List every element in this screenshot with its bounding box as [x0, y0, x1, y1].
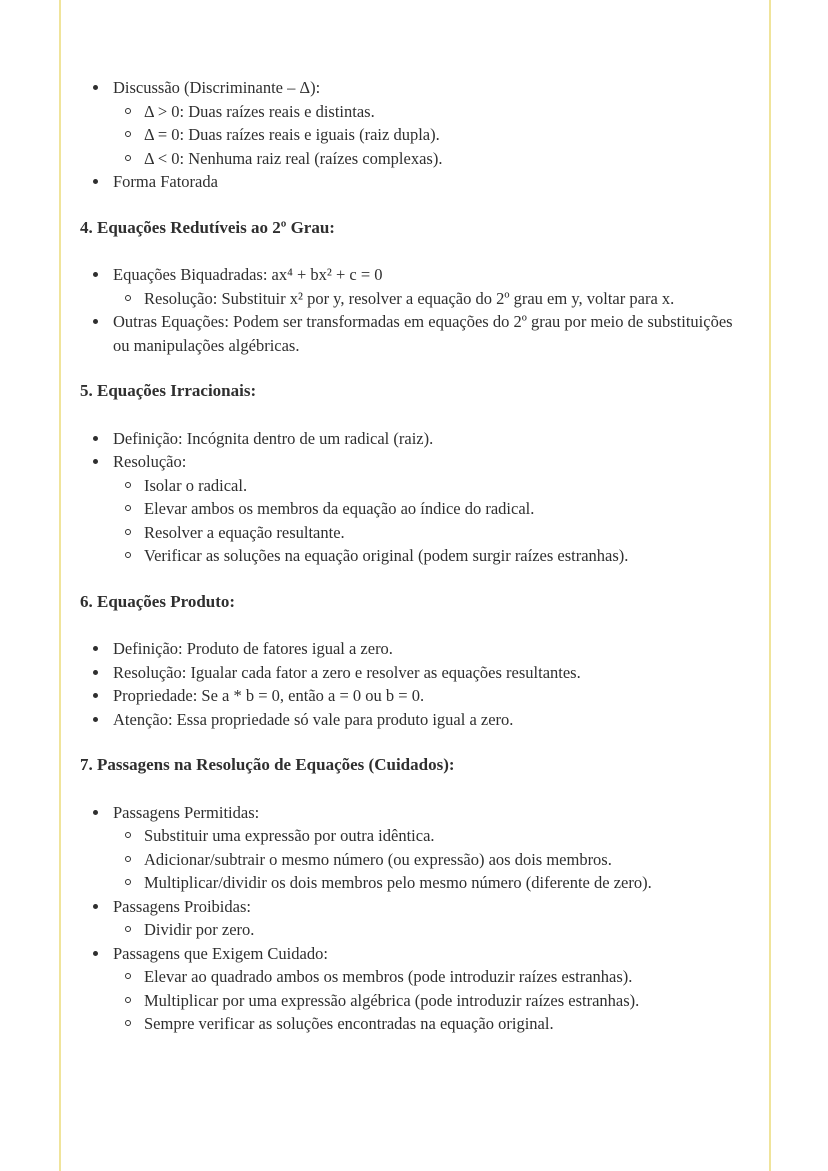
list-item-text: Definição: Produto de fatores igual a zero. [113, 639, 393, 658]
list-item [113, 427, 745, 451]
sub-list-item-text: Multiplicar/dividir os dois membros pelo mesmo número (diferente de zero). [144, 873, 652, 892]
sub-list-item-text: Δ < 0: Nenhuma raiz real (raízes complexas). [144, 148, 443, 168]
sub-list-item [144, 989, 745, 1013]
sub-list-item-text: Verificar as soluções na equação original (podem surgir raízes estranhas). [144, 546, 629, 565]
bullet-list [80, 263, 745, 357]
sub-list-item-text: Adicionar/subtrair o mesmo número (ou expressão) aos dois membros. [144, 849, 612, 869]
list-item-text: Equações Biquadradas: ax⁴ + bx² + c = 0 [113, 265, 383, 284]
list-item-text: Definição: Incógnita dentro de um radical (raiz). [113, 428, 434, 448]
sub-list-item [144, 521, 745, 545]
list-item [113, 76, 745, 170]
sub-list-item [144, 287, 745, 311]
bullet-list [80, 427, 745, 568]
list-item-text: Discussão (Discriminante – Δ): [113, 78, 321, 97]
section-heading: 4. Equações Redutíveis ao 2º Grau: [80, 217, 335, 237]
sub-list-item [144, 497, 745, 521]
section-passagens [80, 753, 745, 1036]
section-equacoes-irracionais [80, 379, 745, 568]
list-item-text: Atenção: Essa propriedade só vale para produto igual a zero. [113, 709, 514, 729]
sub-list-item-text: Isolar o radical. [144, 475, 248, 495]
page-left-accent-rule [59, 0, 61, 1171]
bullet-list [80, 76, 745, 194]
sub-list-item [144, 871, 745, 895]
sub-bullet-list [113, 824, 745, 895]
section-heading: 7. Passagens na Resolução de Equações (Cuidados): [80, 755, 455, 774]
list-item [113, 170, 745, 194]
list-item-text: Forma Fatorada [113, 172, 218, 191]
sub-list-item-text: Δ > 0: Duas raízes reais e distintas. [144, 101, 375, 121]
list-item-text: Propriedade: Se a * b = 0, então a = 0 ou b = 0. [113, 686, 425, 705]
sub-list-item [144, 100, 745, 124]
sub-list-item-text: Dividir por zero. [144, 920, 255, 939]
sub-list-item-text: Resolução: Substituir x² por y, resolver a equação do 2º grau em y, voltar para x. [144, 288, 675, 308]
sub-list-item [144, 965, 745, 989]
sub-list-item [144, 123, 745, 147]
list-item [113, 684, 745, 708]
page-content [80, 76, 745, 1036]
sub-list-item [144, 824, 745, 848]
sub-bullet-list [113, 287, 745, 311]
list-item [113, 942, 745, 1036]
section-discussao [80, 76, 745, 194]
sub-list-item [144, 848, 745, 872]
list-item [113, 310, 745, 357]
list-item [113, 895, 745, 942]
sub-bullet-list [113, 100, 745, 171]
list-item-text: Passagens que Exigem Cuidado: [113, 943, 328, 963]
sub-list-item-text: Substituir uma expressão por outra idêntica. [144, 826, 435, 845]
list-item-text: Passagens Permitidas: [113, 802, 260, 822]
list-item-text: Resolução: [113, 452, 187, 471]
list-item [113, 661, 745, 685]
list-item [113, 450, 745, 568]
list-item-text: Outras Equações: Podem ser transformadas em equações do 2º grau por meio de substituições ou manipulações algébricas. [113, 312, 733, 355]
sub-list-item-text: Elevar ao quadrado ambos os membros (pode introduzir raízes estranhas). [144, 967, 633, 986]
list-item-text: Resolução: Igualar cada fator a zero e resolver as equações resultantes. [113, 662, 581, 682]
list-item [113, 801, 745, 895]
sub-list-item-text: Multiplicar por uma expressão algébrica (pode introduzir raízes estranhas). [144, 990, 640, 1010]
sub-list-item [144, 918, 745, 942]
sub-list-item-text: Δ = 0: Duas raízes reais e iguais (raiz dupla). [144, 125, 440, 144]
section-equacoes-produto [80, 590, 745, 732]
sub-list-item-text: Sempre verificar as soluções encontradas na equação original. [144, 1014, 554, 1033]
section-heading: 6. Equações Produto: [80, 591, 236, 611]
list-item [113, 708, 745, 732]
sub-list-item [144, 1012, 745, 1036]
sub-list-item-text: Elevar ambos os membros da equação ao índice do radical. [144, 499, 535, 518]
list-item [113, 637, 745, 661]
sub-list-item [144, 474, 745, 498]
bullet-list [80, 801, 745, 1036]
list-item-text: Passagens Proibidas: [113, 896, 251, 916]
sub-bullet-list [113, 965, 745, 1036]
sub-list-item [144, 544, 745, 568]
sub-list-item [144, 147, 745, 171]
list-item [113, 263, 745, 310]
sub-list-item-text: Resolver a equação resultante. [144, 522, 345, 542]
section-equacoes-redutiveis [80, 216, 745, 358]
sub-bullet-list [113, 918, 745, 942]
bullet-list [80, 637, 745, 731]
section-heading: 5. Equações Irracionais: [80, 381, 257, 400]
sub-bullet-list [113, 474, 745, 568]
page-right-accent-rule [769, 0, 771, 1171]
